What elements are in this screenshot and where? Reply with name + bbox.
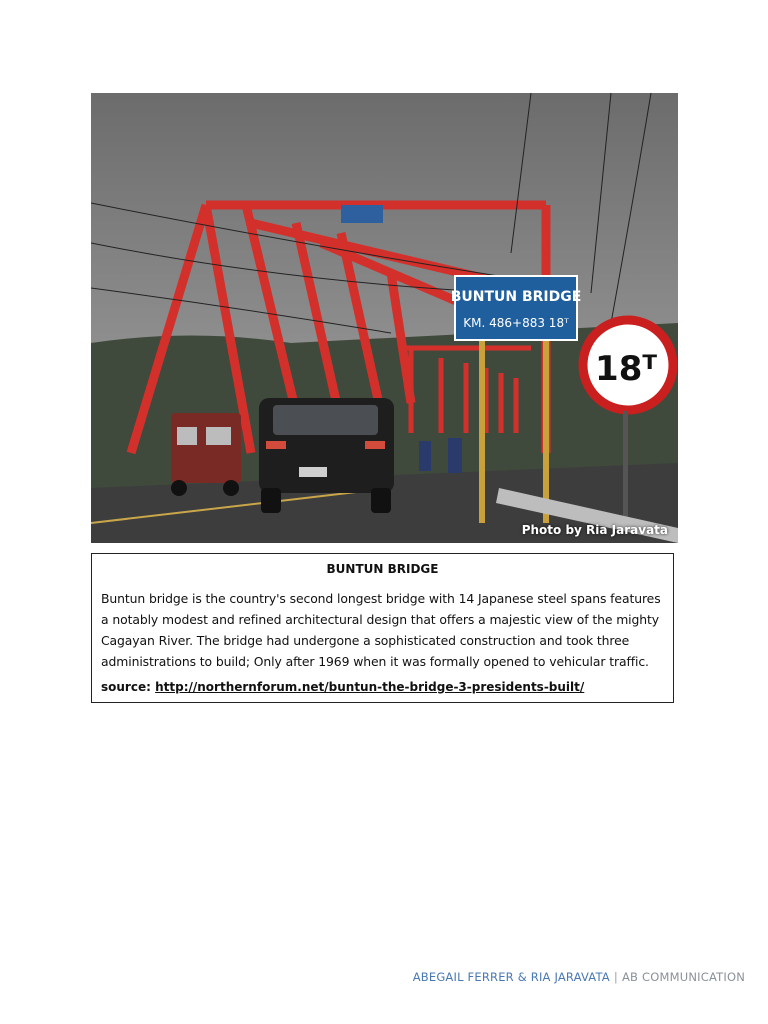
caption-source — [101, 680, 664, 694]
weight-limit-text: 18ᵀ — [595, 349, 657, 389]
bridge-illustration — [91, 93, 678, 543]
source-link[interactable]: http://northernforum.net/buntun-the-bridge-3-presidents-built/ — [155, 680, 585, 694]
sign-title: BUNTUN BRIDGE — [450, 289, 582, 305]
caption-title: BUNTUN BRIDGE — [326, 562, 439, 576]
footer-org: AB COMMUNICATION — [621, 970, 745, 984]
footer-separator: | — [613, 970, 618, 984]
sign-km: KM. 486+883 18ᵀ — [463, 316, 569, 330]
bridge-photo — [91, 93, 678, 543]
footer-authors: ABEGAIL FERRER & RIA JARAVATA — [412, 970, 610, 984]
source-label: source: — [101, 680, 151, 694]
photo-credit: Photo by Ria Jaravata — [521, 523, 668, 537]
page-footer — [413, 970, 745, 984]
caption-box — [91, 553, 674, 703]
caption-body: Buntun bridge is the country's second longest bridge with 14 Japanese steel spans features a notably modest and refined architectural design that offers a majestic view of the mighty Cagayan River. The bridge had undergone a sophisticated construction and took three administrations to build; Only after 1969 when it was formally opened to vehicular traffic. — [101, 591, 661, 669]
